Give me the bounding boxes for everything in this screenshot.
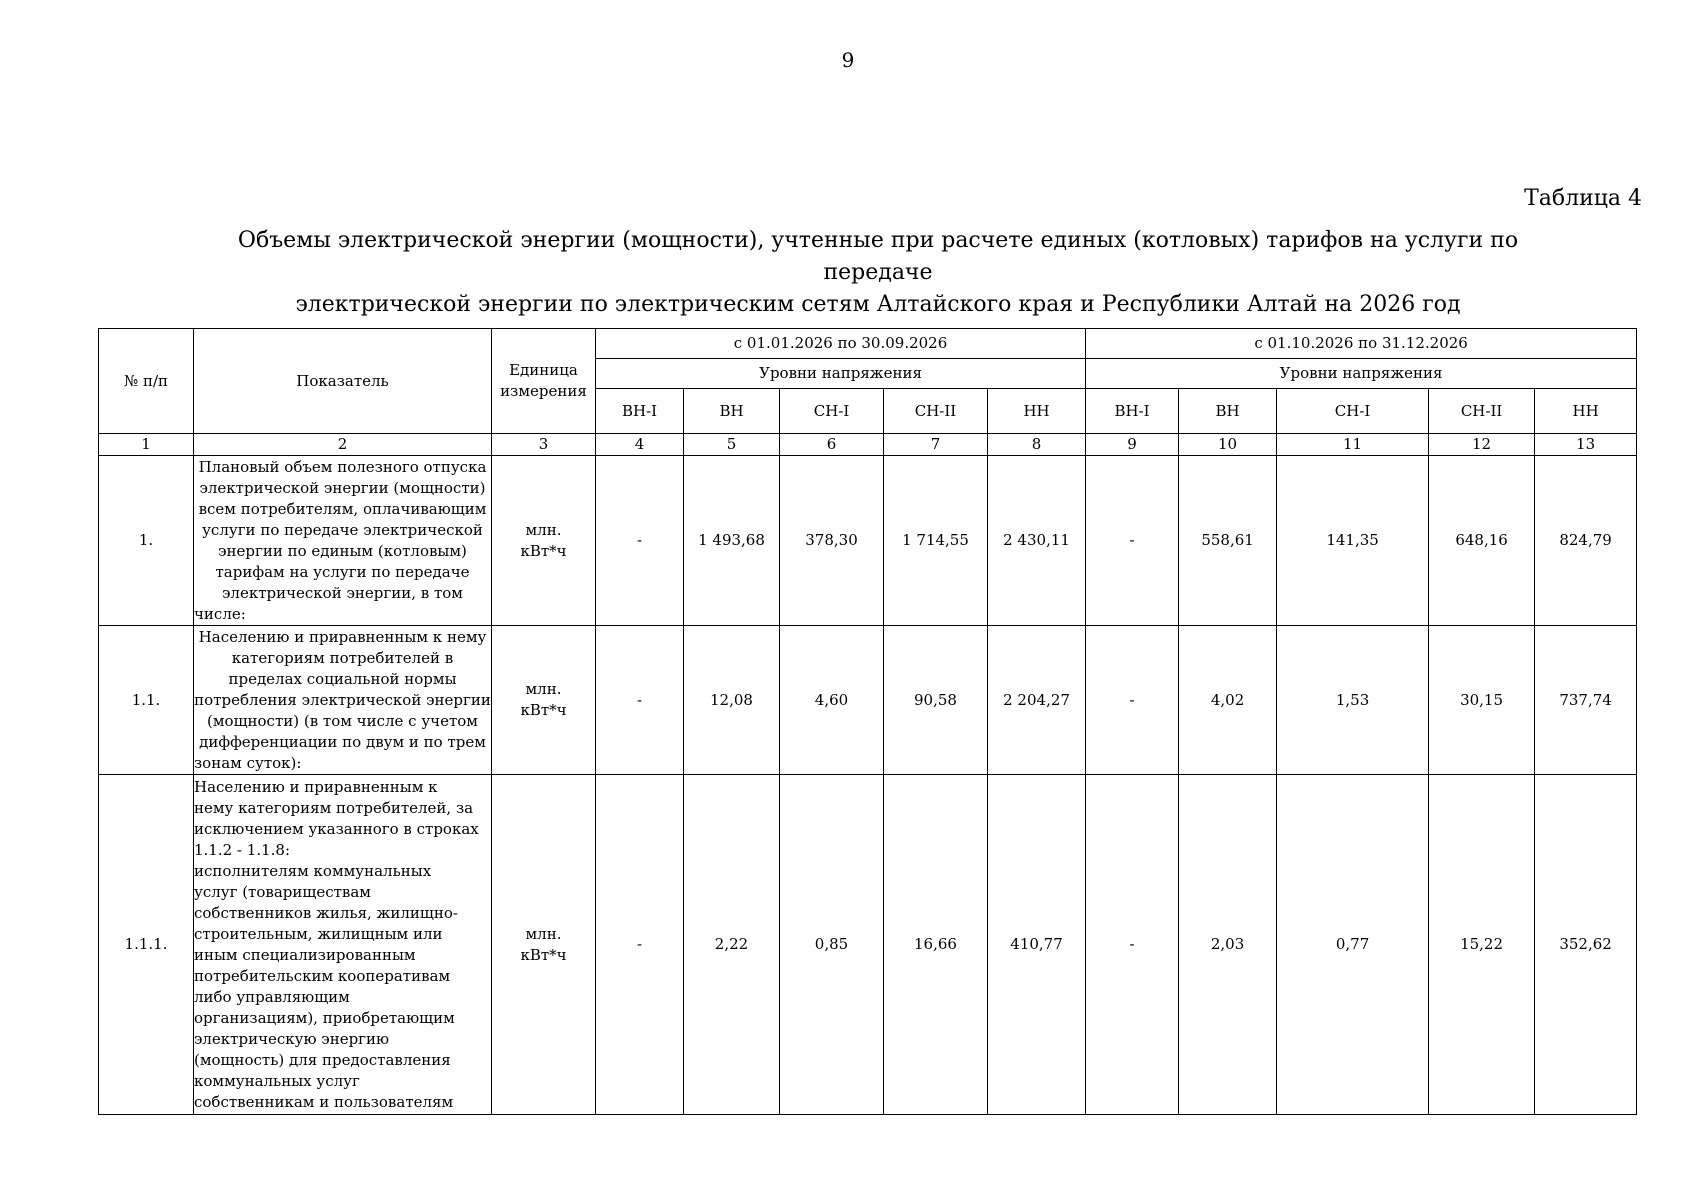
column-number: 12 [1429,434,1535,456]
header-level-sn2-p1: СН-II [884,389,988,434]
header-level-sn1-p1: СН-I [780,389,884,434]
row-number: 1.1. [99,626,194,775]
column-number: 7 [884,434,988,456]
value-cell: 30,15 [1429,626,1535,775]
column-number-row [99,434,1637,456]
column-number: 9 [1086,434,1179,456]
value-cell: 141,35 [1277,456,1429,626]
value-cell: 378,30 [780,456,884,626]
table-row [99,775,1637,1115]
table-label: Таблица 4 [1524,186,1642,211]
value-cell: 2,03 [1179,775,1277,1115]
value-cell: 2,22 [684,775,780,1115]
row-indicator-line: 1.1.2 - 1.1.8: [194,840,290,859]
value-cell: 352,62 [1535,775,1637,1115]
header-level-sn1-p2: СН-I [1277,389,1429,434]
row-indicator: Населению и приравненным к нему категориям потребителей в пределах социальной нормы потребления электрической энергии (мощности) (в том числе с учетом дифференциации по двум и по трем зонам суток): [194,626,492,775]
value-cell: - [1086,456,1179,626]
row-indicator-line: потребительским кооперативам [194,966,451,985]
value-cell: 2 430,11 [988,456,1086,626]
row-indicator: Плановый объем полезного отпуска электрической энергии (мощности) всем потребителям, оплачивающим услуги по передаче электрической энергии по единым (котловым) тарифам на услуги по передаче электрической энергии, в том числе: [194,456,492,626]
row-indicator-line: коммунальных услуг [194,1071,360,1090]
column-number: 3 [492,434,596,456]
row-indicator-line: строительным, жилищным или [194,924,443,943]
header-level-vn-p2: ВН [1179,389,1277,434]
header-level-vn-p1: ВН [684,389,780,434]
row-number: 1.1.1. [99,775,194,1115]
header-level-sn2-p2: СН-II [1429,389,1535,434]
row-indicator-line: исполнителям коммунальных [194,861,432,880]
value-cell: 2 204,27 [988,626,1086,775]
row-indicator-line: исключением указанного в строках [194,819,479,838]
header-voltage-levels-1: Уровни напряжения [596,359,1086,389]
row-unit-line-1: млн. [525,924,562,943]
row-indicator-line: нему категориям потребителей, за [194,798,474,817]
value-cell: 1,53 [1277,626,1429,775]
value-cell: 648,16 [1429,456,1535,626]
header-indicator: Показатель [194,329,492,434]
value-cell: 15,22 [1429,775,1535,1115]
value-cell: - [1086,626,1179,775]
row-indicator-line: электрическую энергию [194,1029,390,1048]
column-number: 2 [194,434,492,456]
row-indicator-line: собственникам и пользователям [194,1092,454,1111]
row-indicator-line: услуг (товариществам [194,882,371,901]
header-level-vn1-p2: ВН-I [1086,389,1179,434]
table-header [99,329,1637,434]
value-cell: 1 714,55 [884,456,988,626]
row-unit [492,456,596,626]
header-unit: Единица измерения [492,329,596,434]
document-title-line-2: электрической энергии по электрическим сетям Алтайского края и Республики Алтай на 2026 год [295,292,1461,317]
page-number: 9 [841,48,855,72]
row-indicator-line: (мощность) для предоставления [194,1050,451,1069]
value-cell: 90,58 [884,626,988,775]
value-cell: - [1086,775,1179,1115]
column-number: 8 [988,434,1086,456]
header-period-2: с 01.10.2026 по 31.12.2026 [1086,329,1637,359]
table-row [99,456,1637,626]
value-cell: 824,79 [1535,456,1637,626]
column-number: 10 [1179,434,1277,456]
table-row [99,626,1637,775]
row-indicator-line: организациям), приобретающим [194,1008,455,1027]
value-cell: 4,02 [1179,626,1277,775]
column-number: 11 [1277,434,1429,456]
value-cell: 4,60 [780,626,884,775]
value-cell: 16,66 [884,775,988,1115]
value-cell: 1 493,68 [684,456,780,626]
row-unit-line-2: кВт*ч [520,541,567,560]
row-unit-line-2: кВт*ч [520,701,567,719]
value-cell: - [596,775,684,1115]
row-unit-line-1: млн. [525,680,562,698]
row-indicator [194,775,492,1115]
column-number: 4 [596,434,684,456]
value-cell: - [596,626,684,775]
value-cell: 737,74 [1535,626,1637,775]
value-cell: 0,77 [1277,775,1429,1115]
column-number: 1 [99,434,194,456]
column-number: 13 [1535,434,1637,456]
row-unit [492,775,596,1115]
row-indicator-line: иным специализированным [194,945,416,964]
header-level-nn-p1: НН [988,389,1086,434]
document-title [180,225,1576,321]
column-number: 6 [780,434,884,456]
header-period-1: с 01.01.2026 по 30.09.2026 [596,329,1086,359]
row-indicator-line: собственников жилья, жилищно- [194,903,458,922]
row-unit-line-2: кВт*ч [520,945,567,964]
value-cell: 410,77 [988,775,1086,1115]
value-cell: - [596,456,684,626]
column-number: 5 [684,434,780,456]
value-cell: 558,61 [1179,456,1277,626]
row-unit-line-1: млн. [525,520,562,539]
row-number: 1. [99,456,194,626]
value-cell: 12,08 [684,626,780,775]
row-indicator-line: Населению и приравненным к [194,777,438,796]
header-level-nn-p2: НН [1535,389,1637,434]
row-indicator-line: либо управляющим [194,987,350,1006]
header-voltage-levels-2: Уровни напряжения [1086,359,1637,389]
value-cell: 0,85 [780,775,884,1115]
header-level-vn1-p1: ВН-I [596,389,684,434]
header-num: № п/п [99,329,194,434]
volumes-table [98,328,1637,1115]
document-title-line-1: Объемы электрической энергии (мощности), учтенные при расчете единых (котловых) тарифов на услуги по передаче [237,228,1519,285]
row-unit [492,626,596,775]
